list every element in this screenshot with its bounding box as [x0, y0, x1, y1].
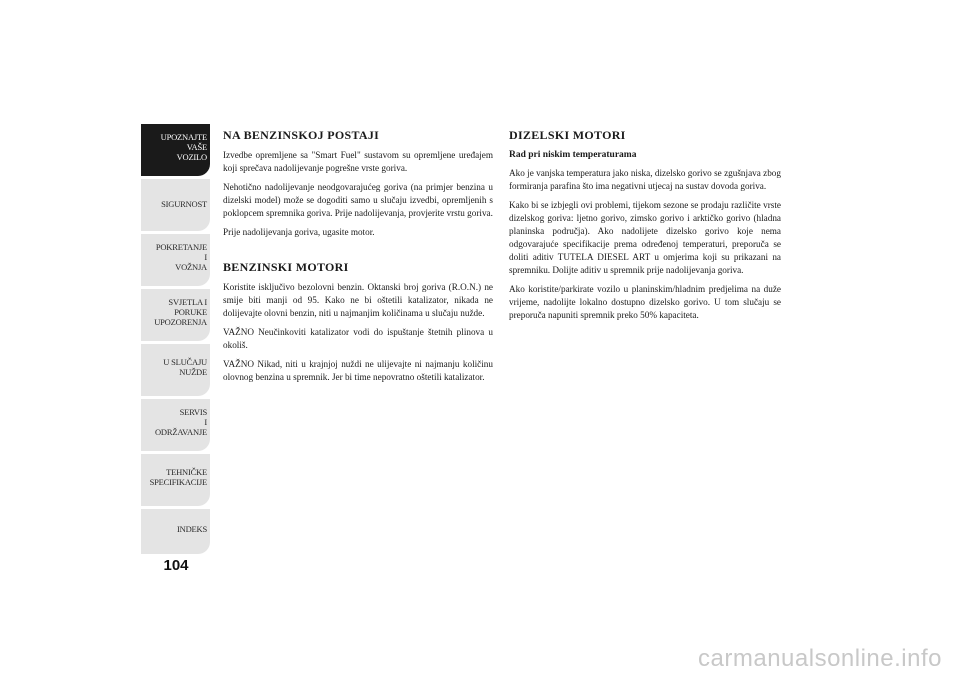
paragraph: Koristite isključivo bezolovni benzin. Oktanski broj goriva (R.O.N.) ne smije biti manji od 95. Kako ne bi oštetili katalizator, nikada ne dolijevajte olovni benzin, niti u najmanjim količinama u slučaju nužde.	[223, 282, 493, 318]
section-heading-benzinski-motori: BENZINSKI MOTORI	[223, 260, 349, 274]
tab-label-line: I	[204, 252, 207, 262]
tab-sigurnost[interactable]	[141, 179, 210, 231]
tab-label-line: I	[204, 417, 207, 427]
tab-label-line: VAŠE	[186, 142, 207, 152]
section-heading-dizelski-motori: DIZELSKI MOTORI	[509, 128, 626, 142]
paragraph: Nehotično nadolijevanje neodgovarajućeg goriva (na primjer benzina u dizelski model) može se dogoditi samo u slučaju izvedbi, opremljenih s poklopcem spremnika goriva. Prije nadolijevanja, provjerite vrstu goriva.	[223, 182, 493, 218]
tab-label-line: ODRŽAVANJE	[154, 427, 207, 437]
tab-tehnicke-specifikacije[interactable]	[141, 454, 210, 506]
tab-upoznajte-vase-vozilo[interactable]	[141, 124, 210, 176]
tab-label-line: TEHNIČKE	[166, 467, 207, 477]
tab-label-line: PORUKE	[174, 307, 207, 317]
tab-label-line: VOŽNJA	[175, 262, 207, 272]
paragraph: Kako bi se izbjegli ovi problemi, tijekom sezone se prodaju različite vrste dizelskog goriva: ljetno gorivo, zimsko gorivo i arktičko gorivo (hladna planinska područja). Ako nadolijete dizelsko gorivo koje nema odgovarajuće specifikacije prema određenoj temperaturi, preporuča se doliti aditiv TUTELA DIESEL ART u omjerima koji su prikazani na spremniku. Dolijte aditiv u spremnik prije nadolijevanja goriva.	[509, 200, 781, 275]
tab-label-line: SVJETLA I	[168, 297, 207, 307]
tab-label-line: INDEKS	[177, 524, 207, 534]
tab-label-line: POKRETANJE	[155, 242, 207, 252]
tab-label-line: UPOZORENJA	[154, 317, 207, 327]
chapter-sidebar	[141, 124, 210, 554]
tab-label-line: SPECIFIKACIJE	[149, 477, 207, 487]
subheading-niske-temperature: Rad pri niskim temperaturama	[509, 150, 637, 160]
tab-pokretanje-i-voznja[interactable]	[141, 234, 210, 286]
paragraph: Ako je vanjska temperatura jako niska, dizelsko gorivo se zgušnjava zbog formiranja parafina što ima negativni utjecaj na sustav dovoda goriva.	[509, 168, 781, 191]
paragraph: Ako koristite/parkirate vozilo u planinskim/hladnim predjelima na duže vrijeme, nadolijte lokalno dostupno dizelsko gorivo. U tom slučaju se preporuča napuniti spremnik preko 50% kapaciteta.	[509, 284, 781, 320]
watermark: carmanualsonline.info	[698, 645, 942, 672]
paragraph: VAŽNO Neučinkoviti katalizator vodi do ispuštanje štetnih plinova u okoliš.	[223, 327, 493, 350]
tab-indeks[interactable]	[141, 509, 210, 554]
tab-svjetla-i-poruke-upozorenja[interactable]	[141, 289, 210, 341]
tab-label-line: UPOZNAJTE	[160, 132, 207, 142]
tab-servis-i-odrzavanje[interactable]	[141, 399, 210, 451]
tab-label-line: SIGURNOST	[161, 199, 207, 209]
page-number: 104	[163, 557, 189, 574]
tab-u-slucaju-nuzde[interactable]	[141, 344, 210, 396]
paragraph: Prije nadolijevanja goriva, ugasite motor.	[223, 227, 375, 237]
paragraph: VAŽNO Nikad, niti u krajnjoj nuždi ne ulijevajte ni najmanju količinu olovnog benzina u spremnik. Jer bi time nepovratno oštetili katalizator.	[223, 359, 493, 382]
tab-label-line: SERVIS	[179, 407, 207, 417]
tab-label-line: VOZILO	[176, 152, 207, 162]
left-column	[223, 124, 493, 390]
tab-label-line: NUŽDE	[179, 367, 207, 377]
section-heading-benzinska-postaja: NA BENZINSKOJ POSTAJI	[223, 128, 380, 142]
paragraph: Izvedbe opremljene sa "Smart Fuel" sustavom su opremljene uređajem koji sprečava nadolijevanje pogrešne vrste goriva.	[223, 150, 493, 173]
right-column	[509, 124, 781, 328]
tab-label-line: U SLUČAJU	[163, 357, 207, 367]
